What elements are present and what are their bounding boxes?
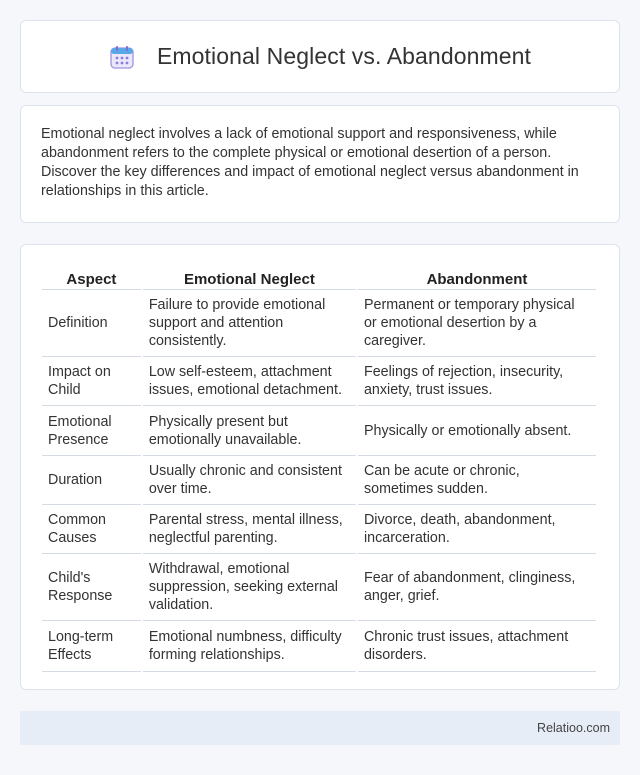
aspect-cell: Definition — [42, 290, 141, 357]
table-row — [42, 554, 596, 621]
table-row — [42, 505, 596, 554]
footer — [20, 711, 620, 745]
aspect-cell: Long-term Effects — [42, 621, 141, 672]
neglect-cell: Low self-esteem, attachment issues, emotional detachment. — [143, 357, 356, 406]
aspect-cell: Duration — [42, 456, 141, 505]
intro-card — [20, 105, 620, 223]
table-row — [42, 456, 596, 505]
header-emotional-neglect: Emotional Neglect — [143, 265, 356, 290]
aspect-cell: Emotional Presence — [42, 406, 141, 456]
title-card — [20, 20, 620, 93]
abandonment-cell: Physically or emotionally absent. — [358, 406, 596, 456]
table-card — [20, 244, 620, 690]
title-wrap — [109, 43, 531, 70]
abandonment-cell: Divorce, death, abandonment, incarceration. — [358, 505, 596, 554]
footer-brand-link[interactable]: Relatioo.com — [537, 721, 610, 735]
aspect-cell: Impact on Child — [42, 357, 141, 406]
header-aspect: Aspect — [42, 265, 141, 290]
aspect-cell: Common Causes — [42, 505, 141, 554]
neglect-cell: Usually chronic and consistent over time. — [143, 456, 356, 505]
abandonment-cell: Fear of abandonment, clinginess, anger, grief. — [358, 554, 596, 621]
aspect-cell: Child's Response — [42, 554, 141, 621]
neglect-cell: Physically present but emotionally unavailable. — [143, 406, 356, 456]
header-abandonment: Abandonment — [358, 265, 596, 290]
neglect-cell: Failure to provide emotional support and attention consistently. — [143, 290, 356, 357]
table-header-row — [42, 265, 596, 290]
page-title: Emotional Neglect vs. Abandonment — [156, 43, 532, 69]
neglect-cell: Withdrawal, emotional suppression, seeking external validation. — [143, 554, 356, 621]
table-row — [42, 621, 596, 672]
intro-text: Emotional neglect involves a lack of emotional support and responsiveness, while abandonment refers to the complete physical or emotional desertion of a person. Discover the key differences and impact of emotional neglect versus abandonment in relationships in this article. — [41, 126, 579, 199]
abandonment-cell: Can be acute or chronic, sometimes sudden. — [358, 456, 596, 505]
neglect-cell: Emotional numbness, difficulty forming relationships. — [143, 621, 356, 672]
table-row — [42, 357, 596, 406]
abandonment-cell: Chronic trust issues, attachment disorders. — [358, 621, 596, 672]
abandonment-cell: Permanent or temporary physical or emotional desertion by a caregiver. — [358, 290, 596, 357]
table-row — [42, 290, 596, 357]
abandonment-cell: Feelings of rejection, insecurity, anxiety, trust issues. — [358, 357, 596, 406]
neglect-cell: Parental stress, mental illness, neglectful parenting. — [143, 505, 356, 554]
table-row — [42, 406, 596, 456]
calendar-icon — [109, 44, 135, 70]
comparison-table — [40, 265, 598, 672]
